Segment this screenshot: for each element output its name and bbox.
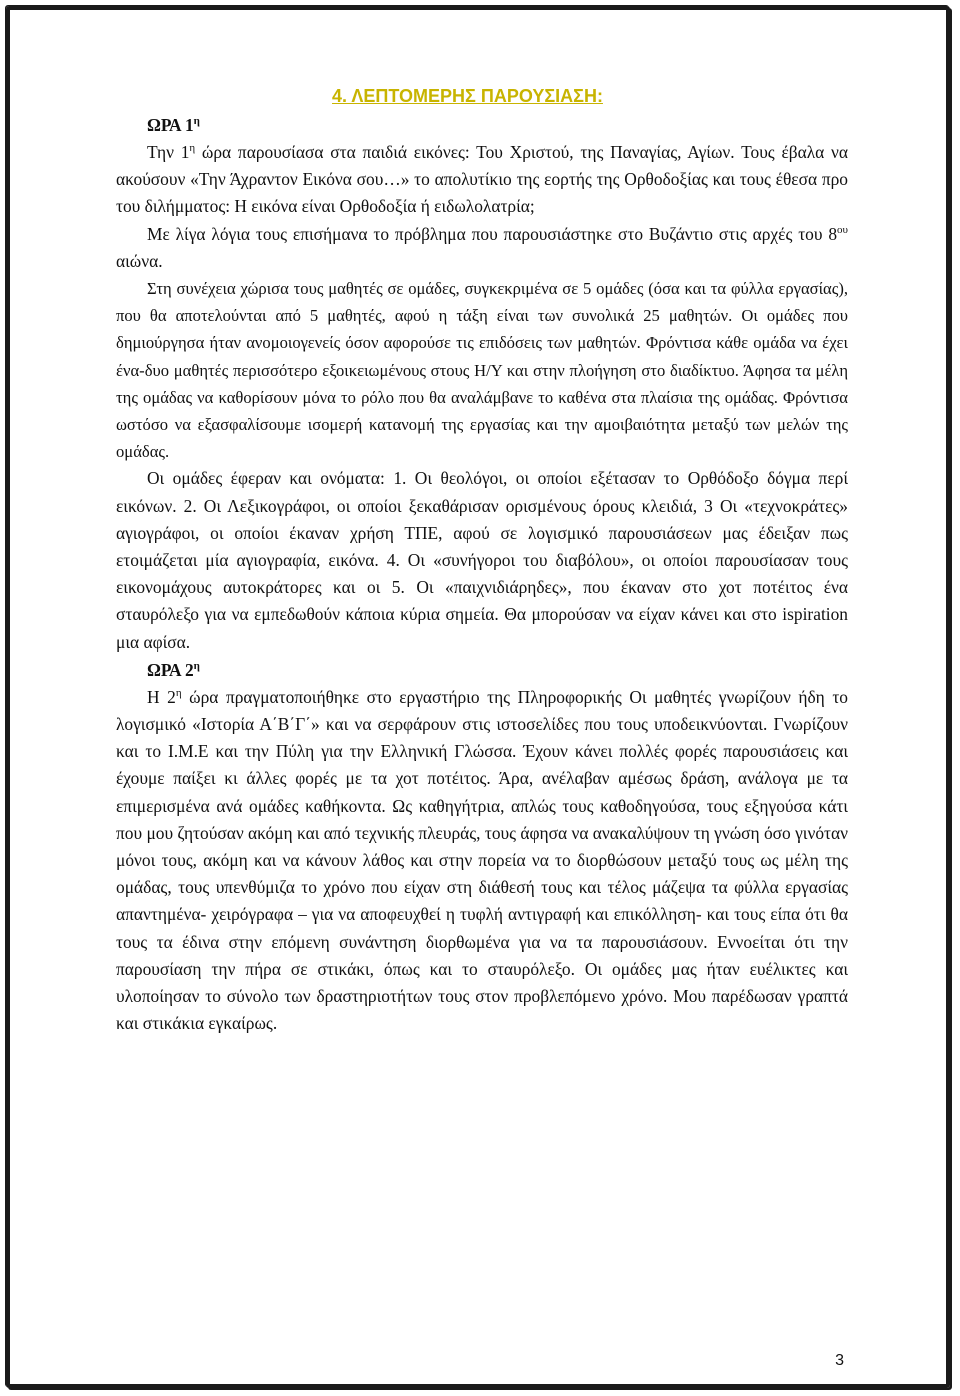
hour-1-heading: ΩΡΑ $1^\eta$ [147, 115, 200, 135]
paragraph-byzantium: Με λίγα λόγια τους επισήμανα το πρόβλημα που παρουσιάστηκε στο Βυζάντιο στις αρχές του $8^{o\upsilon}$ αιώνα. [116, 223, 848, 271]
paragraph-group-names: Οι ομάδες έφεραν και ονόματα: 1. Οι θεολόγοι, οι οποίοι εξέτασαν το Ορθόδοξο δόγμα περί εικόνων. 2. Οι Λεξικογράφοι, οι οποίοι ξεκαθάρισαν ορισμένους όρους κλειδιά, 3 Οι «τεχνοκράτες» αγιογράφοι, οι οποίοι έκαναν χρήση ΤΠΕ, αφού σε λογισμικό παρουσιάσεων μας έδειξαν πως ετοιμάζεται μία αγιογραφία, εικόνα. 4. Οι «συνήγοροι του διαβόλου», οι οποίοι παρουσίασαν τους εικονομάχους αυτοκράτορες και οι 5. Οι «παιχνιδιάρηδες», που έκαναν στο χοτ ποτέιτος ένα σταυρόλεξο για να εμπεδωθούν κάποια κύρια σημεία. Θα μπορούσαν να είχαν κάνει και στο ispiration μια αφίσα. [116, 468, 848, 652]
paragraph-intro: Την $1^\eta$ ώρα παρουσίασα στα παιδιά εικόνες: Του Χριστού, της Παναγίας, Αγίων. Τους έβαλα να ακούσουν «Την Άχραντον Εικόνα σου…» το απολυτίκιο της εορτής της Ορθοδοξίας και τους έθεσα προ του διλήμματος: Η εικόνα είναι Ορθοδοξία ή ειδωλολατρία; [116, 142, 849, 217]
hour-2-heading: ΩΡΑ $2^\eta$ [147, 659, 200, 680]
page-number: 3 [835, 1352, 844, 1369]
paragraph-groups: Στη συνέχεια χώρισα τους μαθητές σε ομάδες, συγκεκριμένα σε 5 ομάδες (όσα και τα φύλλα εργασίας), που θα αποτελούνται από 5 μαθητές, αφού η τάξη είναι των συνολικά 25 μαθητών. Οι ομάδες που δημιούργησα ήταν ανομοιογενείς όσον αφορούσε τις επιδόσεις των μαθητών. Φρόντισα κάθε ομάδα να έχει ένα-δυο μαθητές περισσότερο εξοικειωμένους στους Η/Υ και στην πλοήγηση στο διαδίκτυο. Άφησα τα μέλη της ομάδας να καθορίσουν μόνα το ρόλο που θα αναλάμβανε το καθένα στα πλαίσια της ομάδας. Φρόντισα ωστόσο να εξασφαλίσουμε ισομερή κατανομή της εργασίας και την αμοιβαιότητα μεταξύ των μελών της ομάδας. [116, 279, 848, 462]
paragraph-hour-2: Η $2^\eta$ ώρα πραγματοποιήθηκε στο εργαστήριο της Πληροφορικής Οι μαθητές γνωρίζουν ήδη το λογισμικό «Ιστορία Α΄Β΄Γ΄» και να σερφάρουν στις ιστοσελίδες που τους υποδεικνύονται. Γνωρίζουν και το Ι.Μ.Ε και την Πύλη για την Ελληνική Γλώσσα. Έχουν κάνει πολλές φορές παρουσιάσεις και έχουμε παίξει κι άλλες φορές με τα χοτ ποτέιτος. Άρα, ανέλαβαν αμέσως δράση, ανάλογα με τα επιμερισμένα ανά ομάδες καθήκοντα. Ως καθηγήτρια, απλώς τους καθοδηγούσα, τους εξηγούσα κάτι που μου ζητούσαν ακόμη και από τεχνικής πλευράς, τους άφησα να ανακαλύψουν τη γνώση όσο γινόταν μόνοι τους, ακόμη και να κάνουν λάθος και στην πορεία να το διορθώσουν μεταξύ τους ως μέλη της ομάδας, τους υπενθύμιζα το χρόνο που είχαν στη διάθεσή τους και τέλος μάζεψα τα φύλλα εργασίας απαντημένα- χειρόγραφα – για να αποφευχθεί η τυφλή αντιγραφή και επικόλληση- και τους είπα ότι θα τους τα έδινα στην επόμενη συνάντηση διορθωμένα για να τα παρουσιάσουν. Εννοείται ότι την παρουσίαση την πήρα σε στικάκι, όπως και το σταυρόλεξο. Οι ομάδες μας ήταν ευέλικτες και υλοποίησαν το σύνολο των δραστηριοτήτων τους στον προβλεπόμενο χρόνο. Μου παρέδωσαν γραπτά και στικάκια εγκαίρως. [116, 686, 849, 1034]
document-body [116, 83, 848, 1038]
section-title: 4. ΛΕΠΤΟΜΕΡΗΣ ΠΑΡΟΥΣΙΑΣΗ: [332, 86, 603, 106]
